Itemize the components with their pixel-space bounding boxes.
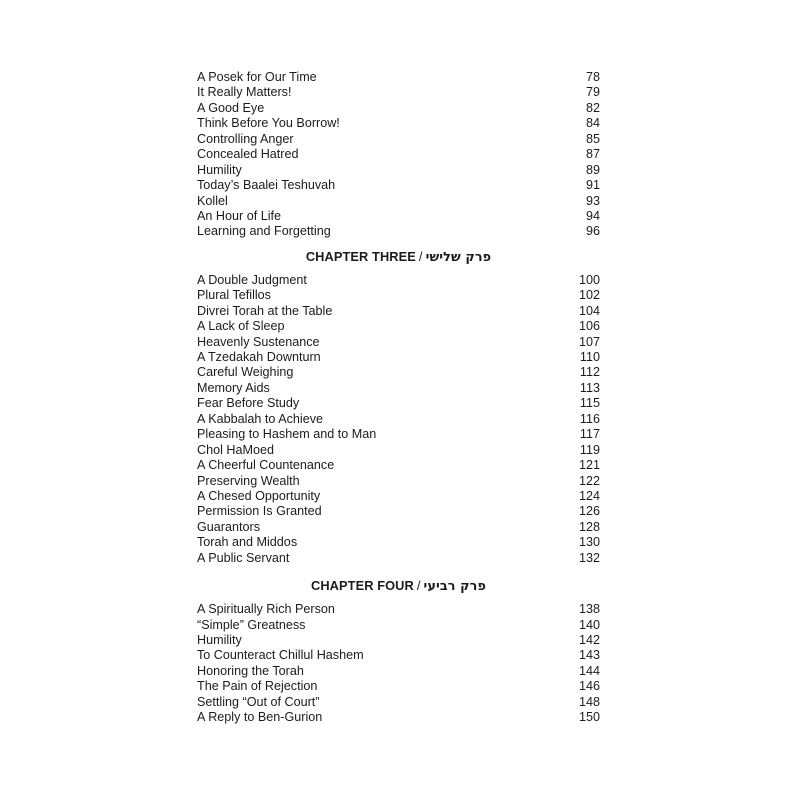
toc-entry-page-number: 132 — [578, 550, 600, 565]
toc-entry-title: A Public Servant — [197, 550, 290, 565]
toc-entry — [197, 679, 600, 694]
toc-entry — [197, 365, 600, 380]
toc-entry — [197, 381, 600, 396]
toc-entry-page-number: 122 — [578, 473, 600, 488]
toc-entry — [197, 412, 600, 427]
toc-entry-title: Permission Is Granted — [197, 504, 322, 519]
toc-entry — [197, 163, 600, 178]
toc-entry — [197, 504, 600, 519]
chapter-three-heading — [197, 249, 600, 264]
toc-entry-title: A Good Eye — [197, 100, 265, 115]
toc-entry-title: Kollel — [197, 193, 228, 208]
toc-entry — [197, 224, 600, 239]
toc-section-chapter-four — [197, 602, 600, 726]
toc-entry-page-number: 110 — [579, 350, 600, 364]
toc-entry-page-number: 94 — [585, 208, 600, 223]
toc-entry-page-number: 102 — [578, 288, 600, 303]
toc-entry-page-number: 78 — [585, 70, 600, 84]
toc-entry-page-number: 140 — [578, 617, 600, 632]
toc-entry — [197, 618, 600, 633]
toc-entry — [197, 194, 600, 209]
toc-entry-page-number: 91 — [585, 178, 600, 193]
toc-entry-page-number: 82 — [585, 100, 600, 115]
toc-entry-title: Today’s Baalei Teshuvah — [197, 178, 336, 193]
toc-entry — [197, 551, 600, 566]
toc-entry — [197, 70, 600, 85]
toc-entry — [197, 489, 600, 504]
toc-entry-page-number: 89 — [585, 162, 600, 177]
toc-entry-title: Heavenly Sustenance — [197, 334, 320, 349]
toc-entry — [197, 474, 600, 489]
toc-entry-page-number: 116 — [579, 411, 600, 426]
toc-entry-page-number: 144 — [578, 663, 600, 678]
toc-entry-title: A Tzedakah Downturn — [197, 350, 321, 364]
toc-entry-page-number: 143 — [578, 648, 600, 663]
toc-entry — [197, 304, 600, 319]
toc-entry-page-number: 126 — [578, 504, 600, 519]
toc-entry-title: A Cheerful Countenance — [197, 458, 335, 473]
toc-entry-title: Concealed Hatred — [197, 147, 299, 162]
chapter-three-title: CHAPTER THREE — [305, 248, 416, 264]
toc-entry-page-number: 85 — [585, 131, 600, 146]
toc-entry-title: An Hour of Life — [197, 208, 282, 223]
toc-entry — [197, 602, 600, 617]
toc-entry-title: To Counteract Chillul Hashem — [197, 648, 364, 663]
toc-entry-title: A Spiritually Rich Person — [197, 602, 335, 617]
toc-entry-title: Torah and Middos — [197, 535, 298, 550]
toc-entry-title: It Really Matters! — [197, 85, 292, 100]
toc-entry-title: Settling “Out of Court” — [197, 694, 320, 709]
toc-entry-title: “Simple” Greatness — [197, 617, 306, 632]
toc-entry-title: A Lack of Sleep — [197, 319, 285, 334]
toc-entry — [197, 132, 600, 147]
chapter-three-hebrew-title: פרק שלישי — [425, 249, 492, 265]
toc-entry-page-number: 112 — [579, 365, 600, 380]
toc-entry-page-number: 121 — [578, 458, 600, 473]
toc-entry-page-number: 124 — [578, 488, 600, 503]
toc-entry — [197, 443, 600, 458]
toc-entry-title: A Reply to Ben-Gurion — [197, 710, 323, 725]
toc-entry — [197, 664, 600, 679]
toc-entry — [197, 178, 600, 193]
toc-entry — [197, 288, 600, 303]
toc-entry — [197, 101, 600, 116]
toc-entry — [197, 427, 600, 442]
toc-entry-title: Humility — [197, 162, 242, 177]
toc-entry — [197, 458, 600, 473]
toc-entry-page-number: 146 — [578, 679, 600, 694]
toc-entry-title: Controlling Anger — [197, 131, 294, 146]
toc-entry-title: Plural Tefillos — [197, 288, 271, 303]
chapter-four-title: CHAPTER FOUR — [311, 578, 414, 594]
toc-entry-page-number: 104 — [578, 303, 600, 318]
toc-entry-title: Careful Weighing — [197, 365, 294, 380]
toc-entry — [197, 648, 600, 663]
toc-entry-page-number: 87 — [585, 147, 600, 162]
toc-section-chapter-two-continued — [197, 70, 600, 240]
toc-entry-page-number: 106 — [578, 319, 600, 334]
toc-entry-page-number: 100 — [578, 272, 600, 287]
chapter-three-separator: / — [418, 248, 423, 264]
toc-entry-title: Humility — [197, 633, 242, 647]
toc-section-chapter-three — [197, 273, 600, 566]
toc-entry-page-number: 79 — [585, 85, 600, 100]
toc-entry — [197, 695, 600, 710]
toc-entry-page-number: 113 — [579, 380, 600, 395]
chapter-four-heading — [197, 578, 600, 593]
toc-entry-title: The Pain of Rejection — [197, 679, 318, 694]
toc-entry — [197, 520, 600, 535]
toc-entry-title: A Double Judgment — [197, 272, 307, 287]
toc-entry-title: Honoring the Torah — [197, 663, 304, 678]
toc-entry-title: Think Before You Borrow! — [197, 116, 340, 131]
toc-entry-page-number: 117 — [579, 427, 600, 442]
toc-entry — [197, 209, 600, 224]
toc-entry-page-number: 107 — [578, 334, 600, 349]
toc-entry-page-number: 148 — [578, 694, 600, 709]
toc-entry-title: Pleasing to Hashem and to Man — [197, 427, 377, 442]
toc-entry-title: Memory Aids — [197, 380, 270, 395]
toc-entry — [197, 116, 600, 131]
chapter-four-separator: / — [416, 578, 421, 594]
toc-entry-page-number: 96 — [585, 224, 600, 239]
toc-entry-page-number: 84 — [585, 116, 600, 131]
toc-entry-page-number: 142 — [578, 633, 600, 647]
toc-entry-title: A Posek for Our Time — [197, 70, 317, 84]
toc-entry-page-number: 150 — [578, 710, 600, 725]
toc-entry-title: Divrei Torah at the Table — [197, 303, 333, 318]
toc-entry-page-number: 115 — [579, 396, 600, 411]
toc-entry — [197, 273, 600, 288]
toc-entry-page-number: 119 — [579, 442, 600, 457]
toc-entry — [197, 350, 600, 365]
toc-entry-page-number: 138 — [578, 602, 600, 617]
toc-entry-title: A Chesed Opportunity — [197, 488, 321, 503]
toc-entry — [197, 396, 600, 411]
toc-entry-title: Guarantors — [197, 519, 260, 534]
toc-entry-page-number: 93 — [585, 193, 600, 208]
toc-entry — [197, 633, 600, 648]
toc-entry — [197, 335, 600, 350]
toc-entry — [197, 319, 600, 334]
toc-entry — [197, 147, 600, 162]
toc-entry-title: Learning and Forgetting — [197, 224, 331, 239]
toc-entry — [197, 535, 600, 550]
toc-entry — [197, 85, 600, 100]
toc-entry-page-number: 130 — [578, 535, 600, 550]
toc-entry-title: Preserving Wealth — [197, 473, 300, 488]
toc-entry-title: Fear Before Study — [197, 396, 300, 411]
chapter-four-hebrew-title: פרק רביעי — [423, 579, 486, 595]
toc-entry — [197, 710, 600, 725]
toc-entry-page-number: 128 — [578, 519, 600, 534]
table-of-contents — [197, 70, 600, 726]
toc-entry-title: A Kabbalah to Achieve — [197, 411, 324, 426]
toc-entry-title: Chol HaMoed — [197, 442, 275, 457]
